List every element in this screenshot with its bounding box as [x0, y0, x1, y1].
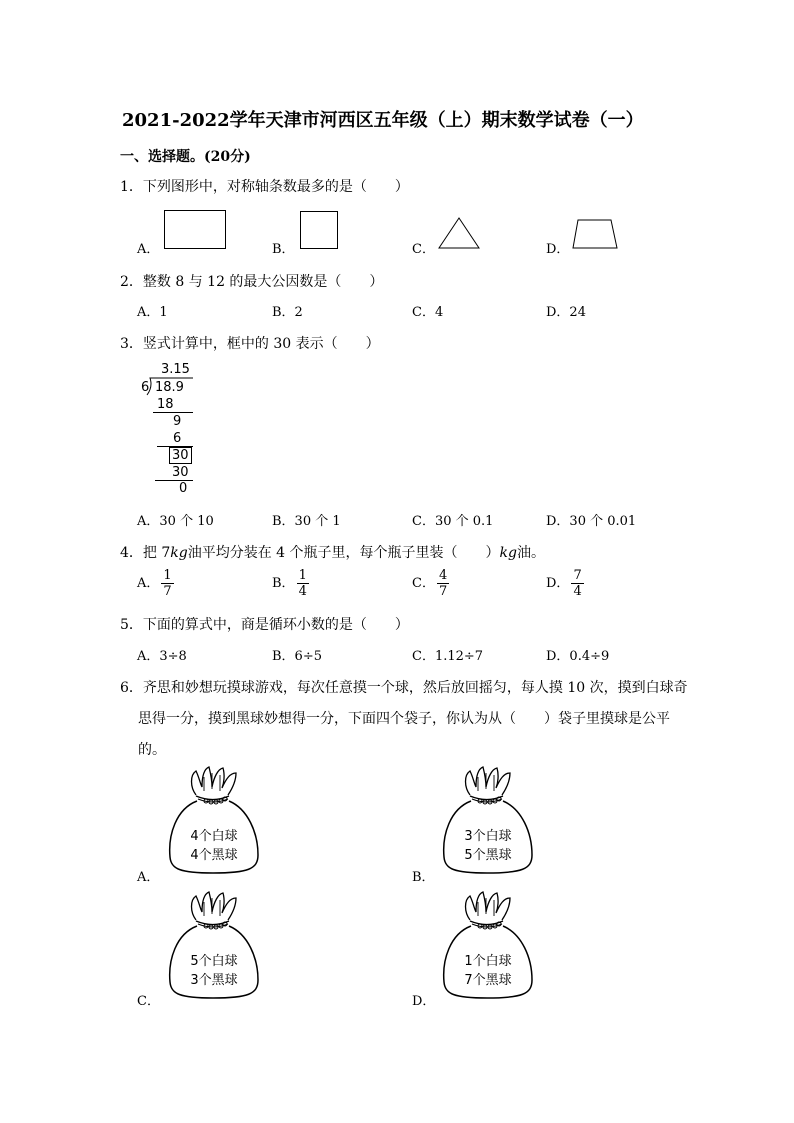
division-remainder: 0 — [179, 481, 188, 496]
question-5: 5．下面的算式中，商是循环小数的是（ ） — [120, 617, 409, 633]
section-heading: 一、选择题。(20分) — [120, 149, 251, 165]
q1-option-d[interactable]: D． — [546, 242, 570, 257]
division-dividend: 18.9 — [155, 380, 184, 395]
q6-option-d[interactable]: D． — [412, 994, 436, 1009]
q3-option-d[interactable]: D．30 个 0.01 — [546, 514, 637, 529]
trapezoid-shape — [570, 218, 620, 250]
q1-option-c[interactable]: C． — [412, 242, 435, 257]
q2-option-a[interactable]: A．1 — [137, 305, 168, 320]
division-step-3: 6 — [173, 431, 182, 446]
fraction: $\frac{4}{7}$ — [438, 568, 448, 599]
q5-option-a[interactable]: A．3÷8 — [137, 649, 187, 664]
question-2: 2．整数 8 与 12 的最大公因数是（ ） — [120, 274, 384, 290]
q6-option-c[interactable]: C． — [137, 994, 160, 1009]
division-quotient: 3.15 — [161, 362, 190, 377]
q4-option-c[interactable]: C． $\frac{4}{7}$ — [412, 568, 448, 599]
division-rule — [153, 412, 193, 413]
question-1: 1．下列图形中，对称轴条数最多的是（ ） — [120, 179, 409, 195]
q2-option-d[interactable]: D．24 — [546, 305, 586, 320]
long-division — [135, 360, 205, 500]
question-6-line-1: 6．齐思和妙想玩摸球游戏，每次任意摸一个球，然后放回摇匀，每人摸 10 次，摸到白球奇 — [120, 680, 688, 696]
bag-c-text: 5个白球 3个黑球 — [190, 954, 238, 988]
division-step-1: 18 — [157, 397, 174, 412]
division-boxed-30: 30 — [169, 447, 192, 464]
division-divisor: 6 — [141, 380, 150, 395]
page-title: 2021-2022学年天津市河西区五年级（上）期末数学试卷（一） — [122, 110, 644, 131]
fraction: $\frac{1}{7}$ — [163, 568, 172, 599]
question-6-line-3: 的。 — [138, 742, 166, 758]
q5-option-c[interactable]: C．1.12÷7 — [412, 649, 484, 664]
q1-option-b[interactable]: B． — [272, 242, 295, 257]
q6-option-a[interactable]: A． — [137, 870, 160, 885]
q5-option-b[interactable]: B．6÷5 — [272, 649, 322, 664]
q3-option-c[interactable]: C．30 个 0.1 — [412, 514, 494, 529]
q4-option-a[interactable]: A． $\frac{1}{7}$ — [137, 568, 172, 599]
bag-d-text: 1个白球 7个黑球 — [464, 954, 512, 988]
square-shape — [300, 211, 338, 249]
question-6-line-2: 思得一分，摸到黑球妙想得一分，下面四个袋子，你认为从（ ）袋子里摸球是公平 — [138, 711, 670, 727]
fraction: $\frac{7}{4}$ — [573, 568, 582, 599]
q4-option-b[interactable]: B． $\frac{1}{4}$ — [272, 568, 307, 599]
question-3: 3．竖式计算中，框中的 30 表示（ ） — [120, 336, 380, 352]
q6-option-b[interactable]: B． — [412, 870, 435, 885]
q1-option-a[interactable]: A． — [137, 242, 160, 257]
q5-option-d[interactable]: D．0.4÷9 — [546, 649, 610, 664]
division-step-2: 9 — [173, 414, 182, 429]
q2-option-b[interactable]: B．2 — [272, 305, 303, 320]
division-step-5: 30 — [172, 465, 189, 480]
division-rule — [155, 480, 193, 481]
q4-option-d[interactable]: D． $\frac{7}{4}$ — [546, 568, 582, 599]
q3-option-a[interactable]: A．30 个 10 — [137, 514, 214, 529]
question-4: 4．把 7kg油平均分装在 4 个瓶子里，每个瓶子里装（ ）kg油。 — [120, 545, 545, 561]
q3-option-b[interactable]: B．30 个 1 — [272, 514, 341, 529]
q2-option-c[interactable]: C．4 — [412, 305, 444, 320]
rectangle-shape — [164, 210, 226, 249]
bag-a-text: 4个白球 4个黑球 — [190, 829, 238, 863]
fraction: $\frac{1}{4}$ — [298, 568, 307, 599]
bag-b-text: 3个白球 5个黑球 — [464, 829, 512, 863]
triangle-shape — [438, 216, 482, 250]
